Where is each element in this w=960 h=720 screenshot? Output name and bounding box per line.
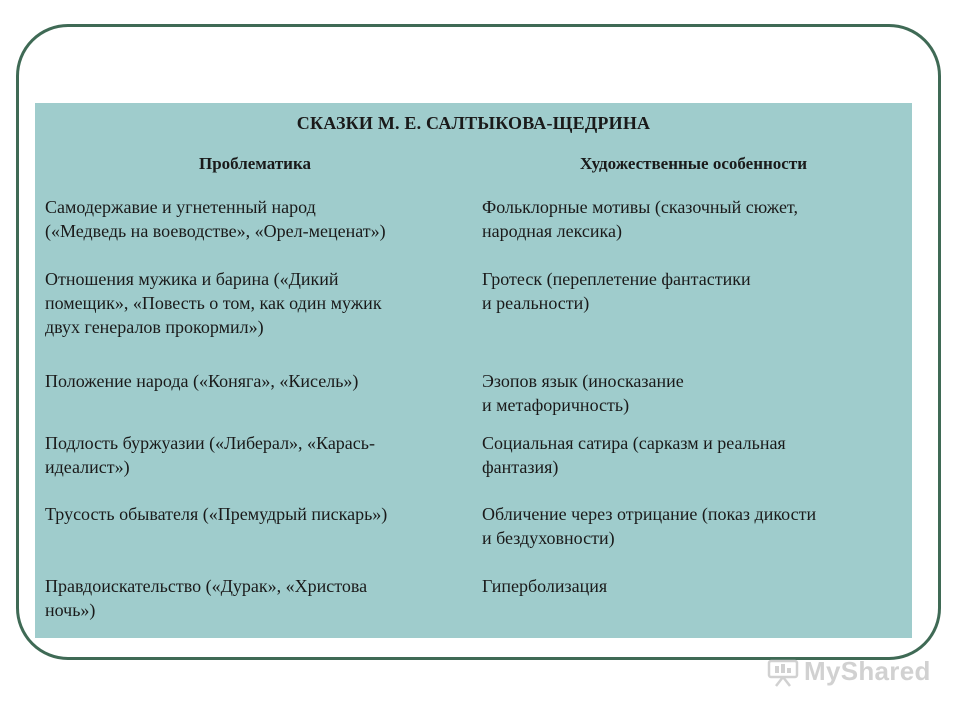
watermark-text: MyShared [804, 656, 931, 686]
table-cell-problem [45, 369, 473, 393]
cell-line: ночь») [45, 600, 96, 620]
table-cell-feature [482, 502, 902, 550]
watermark[interactable] [764, 654, 934, 694]
cell-line: Гиперболизация [482, 576, 608, 596]
cell-line: Положение народа («Коняга», «Кисель») [45, 371, 359, 391]
table-cell-feature [482, 267, 902, 315]
cell-line: фантазия) [482, 457, 559, 477]
table-title: СКАЗКИ М. Е. САЛТЫКОВА-ЩЕДРИНА [296, 113, 651, 133]
cell-line: и метафоричность) [482, 395, 630, 415]
cell-line: идеалист») [45, 457, 130, 477]
table-cell-problem [45, 431, 473, 479]
table-cell-problem [45, 502, 473, 526]
column-header-problems: Проблематика [198, 154, 312, 173]
table-cell-feature [482, 195, 902, 243]
cell-line: Правдоискательство («Дурак», «Христова [45, 576, 368, 596]
table-cell-problem [45, 267, 473, 339]
presentation-board-icon [766, 658, 800, 688]
cell-line: Отношения мужика и барина («Дикий [45, 269, 339, 289]
cell-line: двух генералов прокормил») [45, 317, 264, 337]
cell-line: народная лексика) [482, 221, 623, 241]
cell-line: Эзопов язык (иносказание [482, 371, 684, 391]
cell-line: («Медведь на воеводстве», «Орел-меценат») [45, 221, 386, 241]
table-cell-problem [45, 574, 473, 622]
cell-line: Гротеск (переплетение фантастики [482, 269, 751, 289]
cell-line: Самодержавие и угнетенный народ [45, 197, 316, 217]
column-header-artistic-features: Художественные особенности [579, 154, 808, 173]
table-cell-problem [45, 195, 473, 243]
table-cell-feature [482, 574, 902, 598]
cell-line: Трусость обывателя («Премудрый пискарь») [45, 504, 388, 524]
cell-line: Фольклорные мотивы (сказочный сюжет, [482, 197, 798, 217]
cell-line: и бездуховности) [482, 528, 615, 548]
table-cell-feature [482, 369, 902, 417]
cell-line: Подлость буржуазии («Либерал», «Карась- [45, 433, 375, 453]
cell-line: помещик», «Повесть о том, как один мужик [45, 293, 382, 313]
cell-line: Обличение через отрицание (показ дикости [482, 504, 817, 524]
cell-line: и реальности) [482, 293, 590, 313]
table-cell-feature [482, 431, 902, 479]
comparison-table [35, 103, 912, 638]
cell-line: Социальная сатира (сарказм и реальная [482, 433, 786, 453]
